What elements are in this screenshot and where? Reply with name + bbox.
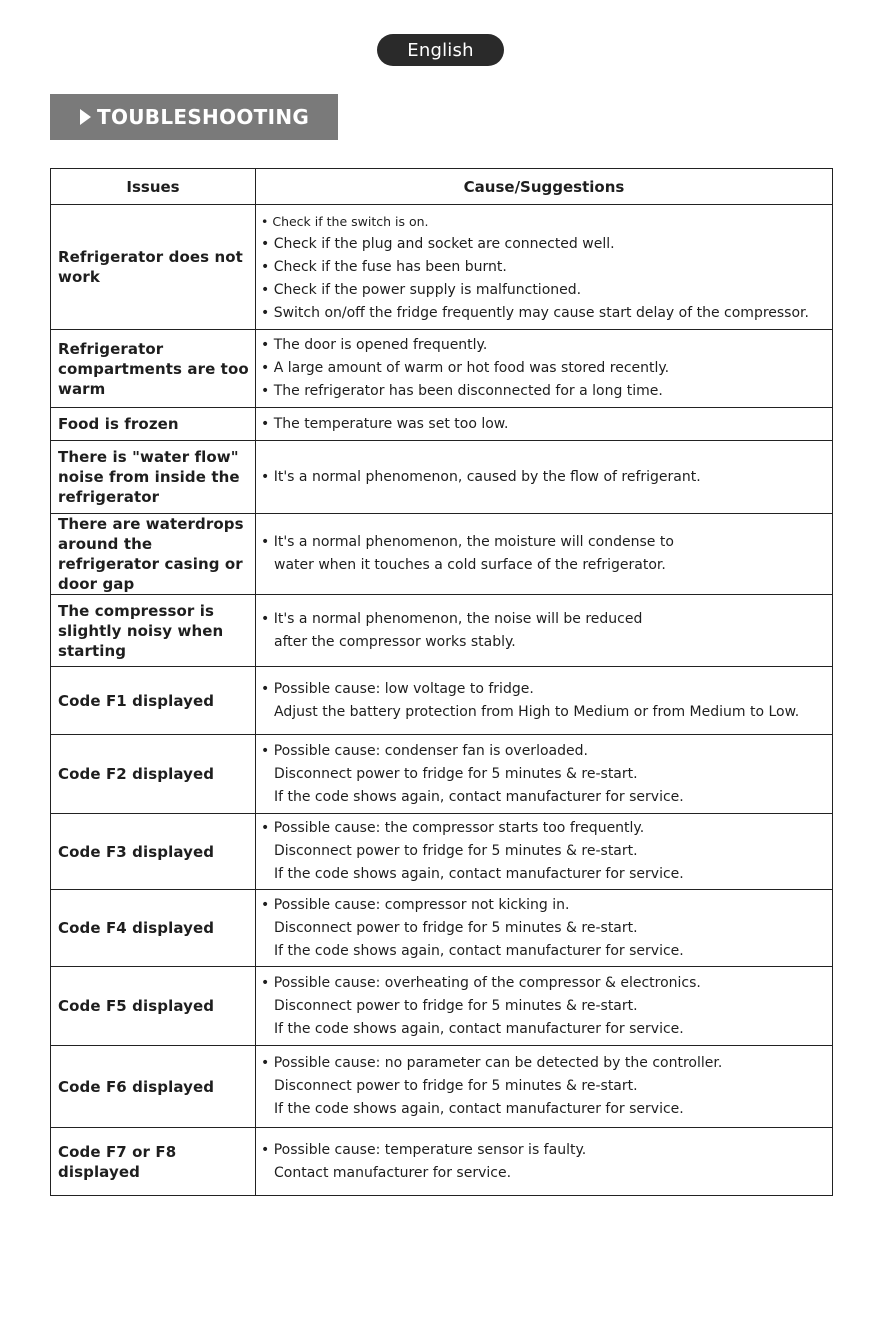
cause-cell [256, 408, 833, 441]
cause-line: • Possible cause: condenser fan is overloaded. [261, 742, 588, 759]
issue-cell: Code F3 displayed [51, 814, 256, 890]
table-row [51, 814, 833, 890]
table-row [51, 1046, 833, 1128]
cause-line: • It's a normal phenomenon, the noise will be reduced [261, 610, 643, 627]
cause-line: If the code shows again, contact manufacturer for service. [274, 866, 684, 882]
table-row [51, 441, 833, 514]
cause-line: • Check if the plug and socket are connected well. [261, 235, 615, 252]
cause-line: If the code shows again, contact manufacturer for service. [274, 1020, 684, 1037]
cause-line: • Check if the power supply is malfunctioned. [261, 281, 582, 298]
cause-cell [256, 814, 833, 890]
issue-cell: The compressor is slightly noisy when starting [51, 595, 256, 667]
cause-line: If the code shows again, contact manufacturer for service. [274, 788, 684, 805]
issue-cell: Code F1 displayed [51, 667, 256, 735]
language-badge [377, 34, 504, 66]
cause-line: • Possible cause: temperature sensor is faulty. [261, 1141, 587, 1158]
table-row [51, 667, 833, 735]
cause-line: • Check if the fuse has been burnt. [261, 258, 507, 275]
cause-line: Disconnect power to fridge for 5 minutes & re-start. [274, 997, 638, 1014]
cause-cell [256, 667, 833, 735]
table-row [51, 514, 833, 595]
section-banner [50, 94, 338, 140]
issue-cell: Code F5 displayed [51, 967, 256, 1046]
column-header-causes: Cause/Suggestions [256, 169, 833, 205]
cause-line: Contact manufacturer for service. [274, 1164, 512, 1181]
cause-line: • A large amount of warm or hot food was stored recently. [261, 360, 670, 376]
issue-cell: Food is frozen [51, 408, 256, 441]
section-title: TOUBLESHOOTING [97, 105, 310, 129]
cause-line: • Possible cause: no parameter can be detected by the controller. [261, 1055, 723, 1071]
table-row [51, 205, 833, 330]
column-header-issues: Issues [51, 169, 256, 205]
cause-line: Disconnect power to fridge for 5 minutes & re-start. [274, 1078, 638, 1094]
cause-line: • The door is opened frequently. [261, 337, 488, 353]
table-header-row [51, 169, 833, 205]
cause-line: • Possible cause: overheating of the compressor & electronics. [261, 974, 701, 991]
cause-cell [256, 514, 833, 595]
cause-line: If the code shows again, contact manufacturer for service. [274, 1101, 684, 1117]
cause-line: • Switch on/off the fridge frequently may cause start delay of the compressor. [261, 304, 809, 321]
cause-cell [256, 735, 833, 814]
cause-line: • Possible cause: the compressor starts too frequently. [261, 820, 645, 836]
cause-cell [256, 967, 833, 1046]
cause-cell [256, 330, 833, 408]
cause-line: Disconnect power to fridge for 5 minutes & re-start. [274, 843, 638, 859]
cause-line: • It's a normal phenomenon, the moisture will condense to [261, 534, 674, 550]
cause-line: • Possible cause: compressor not kicking in. [261, 896, 570, 913]
cause-cell [256, 1128, 833, 1196]
cause-cell [256, 595, 833, 667]
cause-line: Disconnect power to fridge for 5 minutes & re-start. [274, 765, 638, 782]
issue-cell: There are waterdrops around the refrigerator casing or door gap [51, 514, 256, 595]
issue-cell: Refrigerator does not work [51, 205, 256, 330]
cause-line: water when it touches a cold surface of the refrigerator. [274, 557, 666, 573]
issue-cell: Code F4 displayed [51, 890, 256, 967]
table-row [51, 735, 833, 814]
cause-line: after the compressor works stably. [274, 633, 516, 650]
cause-line: • Possible cause: low voltage to fridge. [261, 680, 534, 697]
cause-cell [256, 441, 833, 514]
troubleshooting-table [50, 168, 833, 1196]
cause-line: • It's a normal phenomenon, caused by the flow of refrigerant. [261, 468, 701, 485]
cause-cell [256, 890, 833, 967]
table-row [51, 890, 833, 967]
issue-cell: Code F6 displayed [51, 1046, 256, 1128]
cause-line: Adjust the battery protection from High to Medium or from Medium to Low. [274, 703, 800, 720]
table-row [51, 595, 833, 667]
cause-cell [256, 1046, 833, 1128]
cause-line: • The temperature was set too low. [261, 415, 509, 432]
issue-cell: Code F2 displayed [51, 735, 256, 814]
cause-line: Disconnect power to fridge for 5 minutes & re-start. [274, 919, 638, 936]
cause-cell [256, 205, 833, 330]
table-row [51, 967, 833, 1046]
issue-cell: Code F7 or F8 displayed [51, 1128, 256, 1196]
language-label: English [407, 39, 474, 61]
table-row [51, 1128, 833, 1196]
cause-line: If the code shows again, contact manufacturer for service. [274, 942, 684, 959]
cause-line: • Check if the switch is on. [261, 213, 429, 229]
issue-cell: Refrigerator compartments are too warm [51, 330, 256, 408]
table-row [51, 408, 833, 441]
table-row [51, 330, 833, 408]
play-triangle-icon [80, 109, 91, 125]
issue-cell: There is "water flow" noise from inside the refrigerator [51, 441, 256, 514]
cause-line: • The refrigerator has been disconnected for a long time. [261, 383, 663, 399]
